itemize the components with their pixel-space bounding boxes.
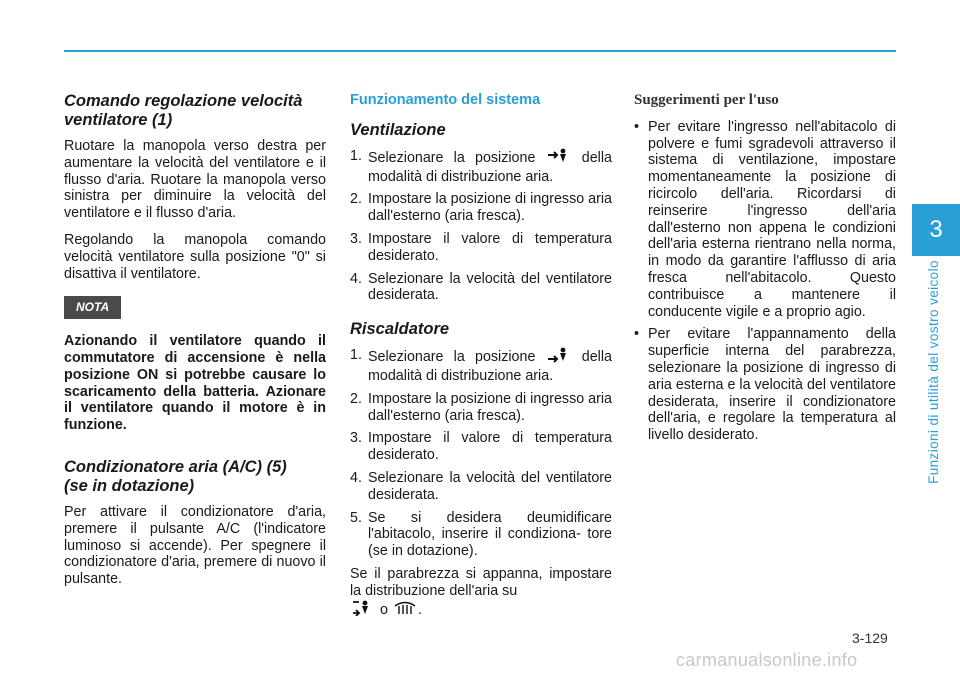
column-right	[634, 92, 896, 450]
nota-text: Azionando il ventilatore quando il commutatore di accensione è nella posizione ON si potrebbe causare lo scaricamento della batteria. Azionare il ventilatore quando il motore è in funzione.	[64, 333, 326, 434]
chapter-number: 3	[929, 216, 943, 243]
heater-steps	[350, 347, 612, 560]
defog-paragraph: Se il parabrezza si appanna, impostare la distribuzione dell'aria su o .	[350, 566, 612, 620]
page-number: 3-129	[852, 630, 888, 646]
ventilation-steps	[350, 148, 612, 304]
heater-heading: Riscaldatore	[350, 320, 450, 339]
defrost-mode-icon	[392, 600, 418, 621]
watermark: carmanualsonline.info	[676, 650, 858, 670]
header-rule	[64, 50, 896, 52]
fan-speed-paragraph-2: Regolando la manopola comando velocità ventilatore sulla posizione "0" si disattiva il ventilatore.	[64, 231, 326, 282]
chapter-title: Funzioni di utilità del vostro veicolo	[926, 260, 941, 484]
list-item: 2. Impostare la posizione di ingresso aria dall'esterno (aria fresca).	[350, 390, 612, 424]
list-item: 1. Selezionare la posizione della modalità di distribuzione aria.	[350, 147, 612, 185]
face-vent-mode-icon	[546, 148, 572, 169]
list-item: 4. Selezionare la velocità del ventilatore desiderata.	[350, 469, 612, 503]
list-item: 1. Selezionare la posizione della modalità di distribuzione aria.	[350, 347, 612, 384]
list-item: • Per evitare l'appannamento della superficie interna del parabrezza, selezionare la posizione di ingresso di aria esterna e la velocità del ventilatore desiderata, inserire il condizionatore dell'aria, e regolare la temperatura al livello desiderato.	[634, 326, 896, 444]
list-item: 3. Impostare il valore di temperatura desiderato.	[350, 230, 612, 264]
list-item: 4. Selezionare la velocità del ventilatore desiderata.	[350, 270, 612, 304]
ac-paragraph: Per attivare il condizionatore d'aria, premere il pulsante A/C (l'indicatore luminoso si accende). Per spegnere il condizionatore d'aria, premere di nuovo il pulsante.	[64, 503, 326, 588]
column-middle	[350, 92, 612, 630]
ac-heading	[64, 458, 326, 496]
fan-speed-paragraph-1: Ruotare la manopola verso destra per aumentare la velocità del ventilatore e il flusso d'aria. Ruotare la manopola verso sinistra per diminuire la velocità del ventilatore e il flusso d'aria.	[64, 138, 326, 222]
ac-heading-line2: (se in dotazione)	[64, 476, 195, 495]
system-operation-heading: Funzionamento del sistema	[350, 92, 541, 108]
usage-tips-list	[634, 119, 896, 444]
fan-speed-heading: Comando regolazione velocità ventilatore (1)	[64, 92, 303, 129]
list-item: • Per evitare l'ingresso nell'abitacolo di polvere e fumi sgradevoli attraverso il sistema di ventilazione, impostare momentaneamente la posizione di ricircolo dell'aria. Ricordarsi di reinserire l'ingresso dell'aria dall'esterno non appena le condizioni dell'aria esterna rientrano nella norma, in modo da garantire l'afflusso di aria fresca nell'abitacolo. Questo contribuisce a mantenere il conducente vigile e a proprio agio.	[634, 119, 896, 321]
nota-badge: NOTA	[64, 296, 121, 319]
ventilation-heading: Ventilazione	[350, 120, 446, 139]
ac-heading-line1: Condizionatore aria (A/C) (5)	[64, 457, 287, 476]
floor-vent-mode-icon	[546, 347, 572, 368]
floor-defrost-mode-icon	[350, 600, 376, 621]
list-item: 5. Se si desidera deumidificare l'abitacolo, inserire il condiziona- tore (se in dotazione).	[350, 509, 612, 560]
list-item: 2. Impostare la posizione di ingresso aria dall'esterno (aria fresca).	[350, 191, 612, 225]
usage-tips-heading: Suggerimenti per l'uso	[634, 92, 779, 108]
list-item: 3. Impostare il valore di temperatura desiderato.	[350, 430, 612, 464]
column-left	[64, 92, 326, 598]
